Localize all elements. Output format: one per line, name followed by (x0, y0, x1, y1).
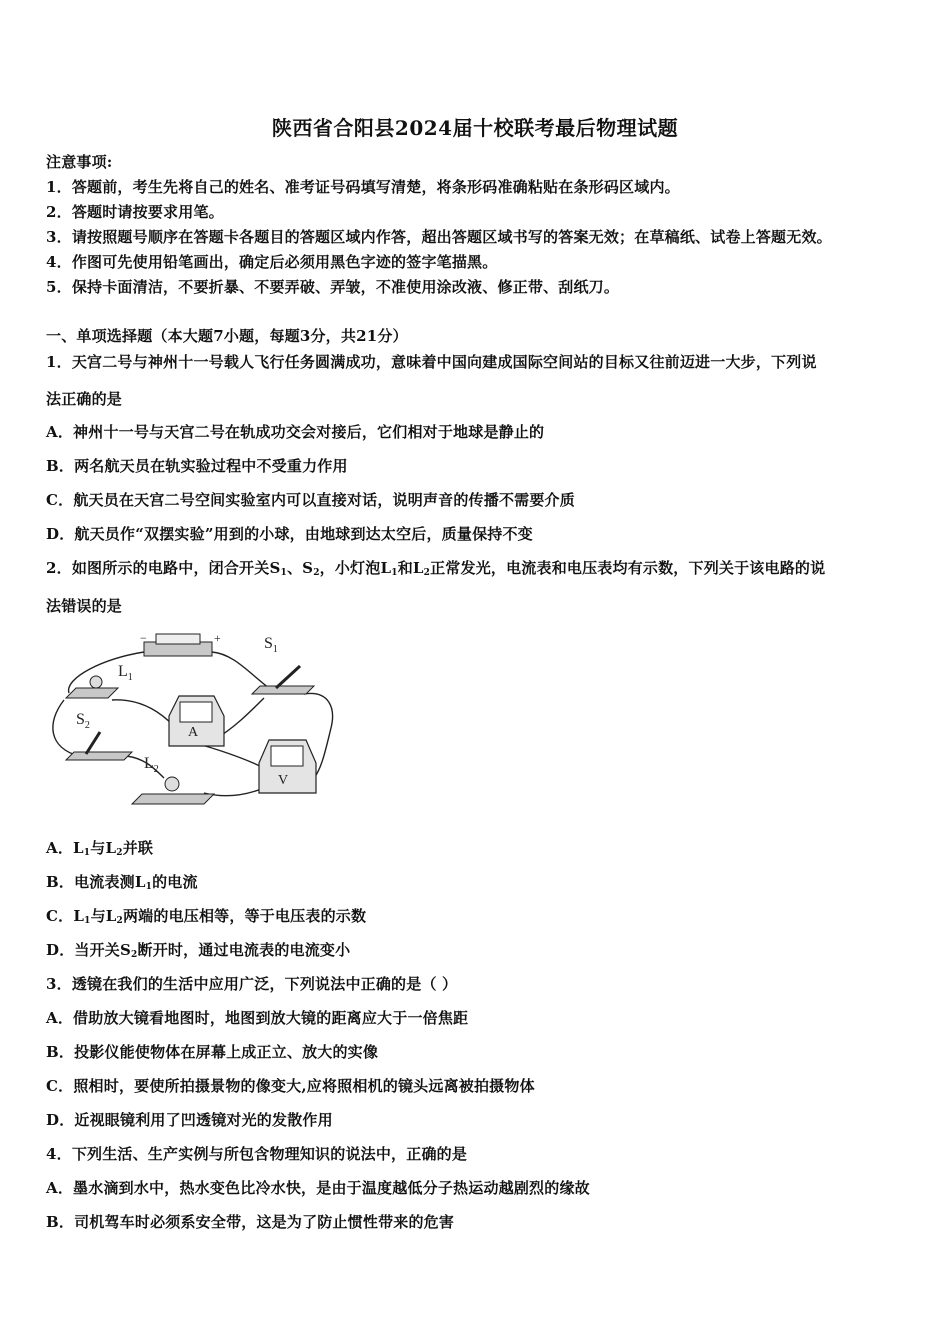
q2-option-a: A．$L_1$与$L_2$并联 (46, 839, 154, 858)
q1-option-d: D．航天员作“双摆实验”用到的小球，由地球到达太空后，质量保持不变 (46, 525, 533, 543)
section-heading: 一、单项选择题（本大题7小题，每题3分，共21分） (46, 327, 408, 345)
battery-icon (156, 634, 200, 644)
q4-stem: 4．下列生活、生产实例与所包含物理知识的说法中，正确的是 (46, 1145, 468, 1163)
q3-stem: 3．透镜在我们的生活中应用广泛，下列说法中正确的是（ ） (46, 975, 458, 993)
q4-option-b: B．司机驾车时必须系安全带，这是为了防止惯性带来的危害 (46, 1213, 455, 1231)
lamp-l1-label: $L_1$ (118, 663, 133, 683)
switch-s2-label: $S_2$ (76, 711, 90, 731)
lamp-l2-bulb (165, 777, 179, 791)
notice-item-4: 4．作图可先使用铅笔画出，确定后必须用黑色字迹的签字笔描黑。 (46, 253, 498, 271)
ammeter-label: A (188, 725, 199, 740)
notice-item-1: 1．答题前，考生先将自己的姓名、准考证号码填写清楚，将条形码准确粘贴在条形码区域内。 (46, 178, 680, 196)
q3-option-b: B．投影仪能使物体在屏幕上成正立、放大的实像 (46, 1043, 379, 1061)
notice-heading: 注意事项: (46, 153, 113, 171)
q4-option-a: A．墨水滴到水中，热水变色比冷水快，是由于温度越低分子热运动越剧烈的缘故 (46, 1179, 590, 1197)
voltmeter-label: V (278, 773, 289, 788)
q3-option-c: C．照相时，要使所拍摄景物的像变大,应将照相机的镜头远离被拍摄物体 (46, 1077, 535, 1095)
lamp-l1-bulb (90, 676, 102, 688)
wire (194, 743, 264, 768)
q2-option-c: C．$L_1$与$L_2$两端的电压相等，等于电压表的示数 (46, 907, 367, 926)
q1-stem-line1: 1．天宫二号与神州十一号载人飞行任务圆满成功，意味着中国向建成国际空间站的目标又往前迈进一大步，下列说 (46, 353, 817, 371)
battery-plus-label: + (214, 631, 221, 645)
switch-s1-label: $S_1$ (264, 635, 278, 655)
q2-option-b: B．电流表测$L_1$的电流 (46, 873, 198, 892)
q1-option-b: B．两名航天员在轨实验过程中不受重力作用 (46, 457, 348, 475)
voltmeter-dial (271, 746, 303, 766)
switch-s1-base (252, 686, 314, 694)
switch-s1-lever (276, 666, 300, 688)
battery-minus-label: − (140, 631, 147, 645)
q1-option-c: C．航天员在天宫二号空间实验室内可以直接对话，说明声音的传播不需要介质 (46, 491, 575, 509)
q2-stem-line1: 2．如图所示的电路中，闭合开关$S_1$、$S_2$，小灯泡$L_1$和$L_2$正常发光，电流表和电压表均有示数，下列关于该电路的说 (46, 559, 826, 578)
q2-option-d: D．当开关$S_2$断开时，通过电流表的电流变小 (46, 941, 351, 960)
q3-option-d: D．近视眼镜利用了凹透镜对光的发散作用 (46, 1111, 333, 1129)
switch-s2-lever (86, 732, 100, 754)
page-title: 陕西省合阳县2024届十校联考最后物理试题 (271, 116, 679, 140)
notice-item-5: 5．保持卡面清洁，不要折暴、不要弄破、弄皱，不准使用涂改液、修正带、刮纸刀。 (46, 278, 620, 296)
lamp-l2-base (132, 794, 214, 804)
wire (53, 700, 79, 756)
wire (112, 700, 174, 726)
notice-item-3: 3．请按照题号顺序在答题卡各题目的答题区域内作答，超出答题区域书写的答案无效；在草稿纸、试卷上答题无效。 (46, 228, 832, 246)
circuit-figure (44, 628, 344, 810)
wire (212, 652, 269, 688)
switch-s2-base (66, 752, 132, 760)
q3-option-a: A．借助放大镜看地图时，地图到放大镜的距离应大于一倍焦距 (46, 1009, 469, 1027)
q1-stem-line2: 法正确的是 (46, 390, 123, 408)
lamp-l1-base (66, 688, 118, 698)
lamp-l2-label: $L_2$ (144, 755, 159, 775)
ammeter-dial (180, 702, 212, 722)
q1-option-a: A．神州十一号与天宫二号在轨成功交会对接后，它们相对于地球是静止的 (46, 423, 545, 441)
notice-item-2: 2．答题时请按要求用笔。 (46, 203, 224, 221)
q2-stem-line2: 法错误的是 (46, 597, 123, 615)
